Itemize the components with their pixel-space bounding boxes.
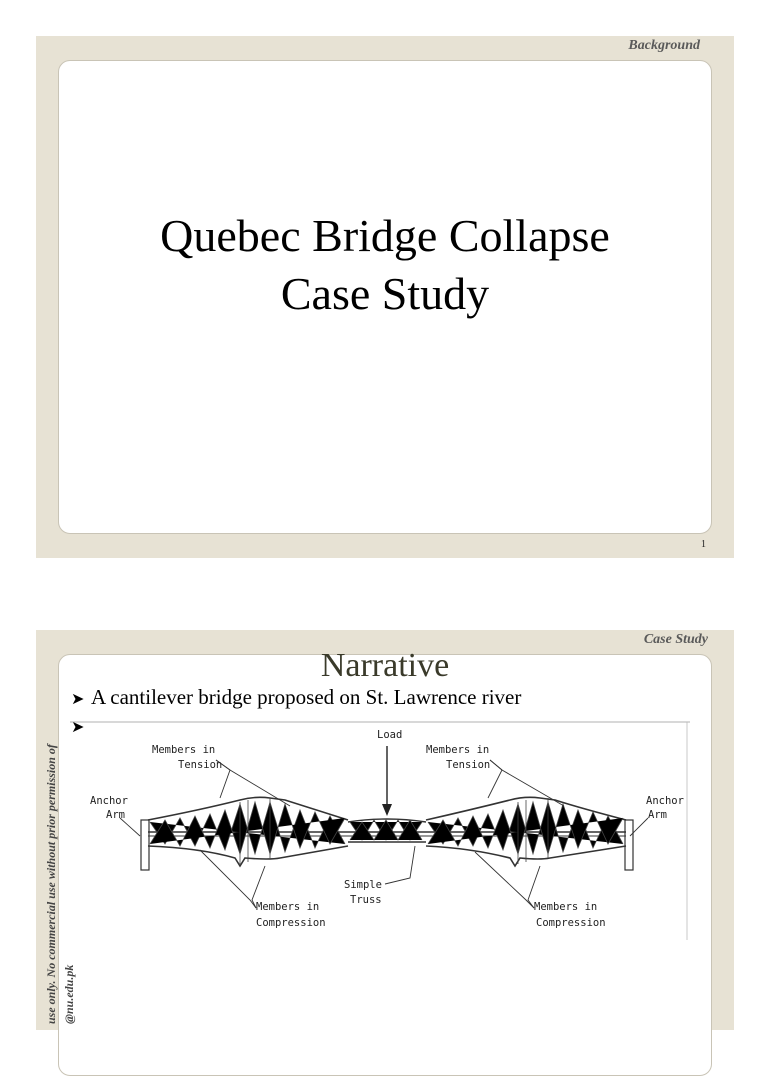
load-arrow-head xyxy=(382,804,392,816)
label-compression-left-2: Compression xyxy=(256,917,326,929)
label-compression-right-1: Members in xyxy=(534,901,598,913)
middle-lattice xyxy=(350,820,422,840)
label-compression-left-1: Members in xyxy=(256,901,320,913)
label-simple-truss-2: Truss xyxy=(350,894,382,906)
right-lattice xyxy=(428,798,623,864)
label-anchor-right-1: Anchor xyxy=(646,795,684,807)
label-tension-left-1: Members in xyxy=(152,744,216,756)
title-line-2: Case Study xyxy=(280,268,490,319)
bullet-item xyxy=(71,685,521,710)
label-anchor-left-1: Anchor xyxy=(90,795,128,807)
label-tension-left-2: Tension xyxy=(178,759,223,771)
side-watermark-email: @nu.edu.pk xyxy=(62,964,76,1024)
label-tension-right-2: Tension xyxy=(446,759,491,771)
arrow-bullet-icon: ➤ xyxy=(71,719,85,736)
label-anchor-right-2: Arm xyxy=(648,809,667,821)
label-tension-right-1: Members in xyxy=(426,744,490,756)
slide-1-content xyxy=(58,60,712,534)
left-lattice xyxy=(150,798,345,864)
title-line-1: Quebec Bridge Collapse xyxy=(160,210,610,261)
section-label: Background xyxy=(628,38,700,53)
left-pier xyxy=(141,820,149,870)
page-number: 1 xyxy=(701,539,706,550)
label-simple-truss-1: Simple xyxy=(344,879,382,891)
slide-heading: Narrative xyxy=(320,647,450,684)
bullet-text: A cantilever bridge proposed on St. Lawrence river xyxy=(91,685,522,709)
cantilever-bridge-diagram xyxy=(70,718,690,948)
section-label: Case Study xyxy=(643,632,708,647)
slide-1 xyxy=(36,36,734,558)
arrow-bullet-icon: ➤ xyxy=(71,691,85,708)
label-anchor-left-2: Arm xyxy=(106,809,125,821)
label-compression-right-2: Compression xyxy=(536,917,606,929)
label-load: Load xyxy=(377,729,403,741)
slide-title xyxy=(59,207,711,323)
side-watermark: use only. No commercial use without prior permission of xyxy=(44,744,58,1024)
right-pier xyxy=(625,820,633,870)
